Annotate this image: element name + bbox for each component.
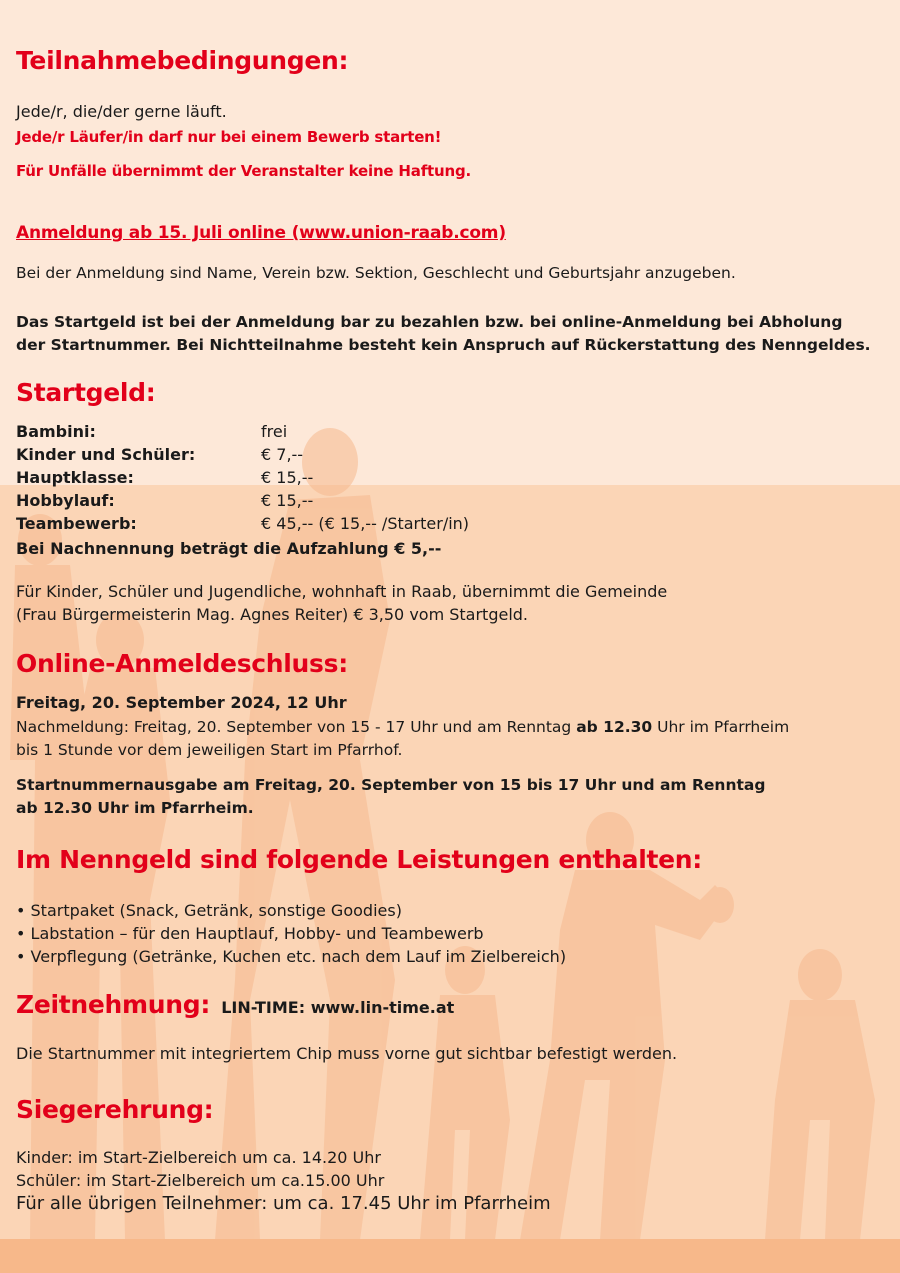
registration-info: Bei der Anmeldung sind Name, Verein bzw. Sektion, Geschlecht und Geburtsjahr anzugeben. bbox=[16, 264, 736, 282]
conditions-line-one-race: Jede/r Läufer/in darf nur bei einem Bewerb starten! bbox=[16, 128, 442, 146]
fee-label: Kinder und Schüler: bbox=[16, 445, 196, 464]
conditions-line-everyone: Jede/r, die/der gerne läuft. bbox=[16, 102, 227, 121]
fee-value: € 15,-- bbox=[261, 491, 314, 510]
fee-value: € 7,-- bbox=[261, 445, 304, 464]
late-registration-text-a: Nachmeldung: Freitag, 20. September von 15 - 17 Uhr und am Renntag bbox=[16, 718, 577, 736]
awards-line-children: Kinder: im Start-Zielbereich um ca. 14.20 Uhr bbox=[16, 1148, 381, 1167]
service-item: • Labstation – für den Hauptlauf, Hobby- und Teambewerb bbox=[16, 924, 484, 943]
registration-payment-line1: Das Startgeld ist bei der Anmeldung bar zu bezahlen bzw. bei online-Anmeldung bei Abholung bbox=[16, 313, 843, 331]
late-fee: Bei Nachnennung beträgt die Aufzahlung € 5,-- bbox=[16, 539, 442, 558]
late-registration-line1 bbox=[16, 716, 789, 738]
service-item: • Verpflegung (Getränke, Kuchen etc. nach dem Lauf im Zielbereich) bbox=[16, 947, 567, 966]
services-heading: Im Nenngeld sind folgende Leistungen enthalten: bbox=[16, 845, 702, 874]
fee-value: € 15,-- bbox=[261, 468, 314, 487]
late-registration-text-c: Uhr im Pfarrheim bbox=[652, 718, 790, 736]
late-registration-line2: bis 1 Stunde vor dem jeweiligen Start im Pfarrhof. bbox=[16, 741, 403, 759]
fee-value: € 45,-- (€ 15,-- /Starter/in) bbox=[261, 514, 470, 533]
registration-payment-line2: der Startnummer. Bei Nichtteilnahme besteht kein Anspruch auf Rückerstattung des Nenngeldes. bbox=[16, 336, 871, 354]
fee-label: Bambini: bbox=[16, 422, 96, 441]
bib-pickup-line1: Startnummernausgabe am Freitag, 20. September von 15 bis 17 Uhr und am Renntag bbox=[16, 776, 766, 794]
fee-label: Teambewerb: bbox=[16, 514, 137, 533]
timing-note: Die Startnummer mit integriertem Chip muss vorne gut sichtbar befestigt werden. bbox=[16, 1044, 678, 1063]
subsidy-line2: (Frau Bürgermeisterin Mag. Agnes Reiter) € 3,50 vom Startgeld. bbox=[16, 605, 529, 624]
awards-heading: Siegerehrung: bbox=[16, 1095, 214, 1124]
fee-label: Hauptklasse: bbox=[16, 468, 134, 487]
registration-link[interactable]: Anmeldung ab 15. Juli online (www.union-raab.com) bbox=[16, 223, 506, 243]
conditions-line-liability: Für Unfälle übernimmt der Veranstalter keine Haftung. bbox=[16, 162, 471, 180]
awards-line-pupils: Schüler: im Start-Zielbereich um ca.15.00 Uhr bbox=[16, 1171, 385, 1190]
late-registration-time: ab 12.30 bbox=[576, 718, 653, 736]
subsidy-line1: Für Kinder, Schüler und Jugendliche, wohnhaft in Raab, übernimmt die Gemeinde bbox=[16, 582, 668, 601]
deadline-heading: Online-Anmeldeschluss: bbox=[16, 649, 348, 678]
timing-provider: LIN-TIME: www.lin-time.at bbox=[221, 998, 455, 1017]
timing-heading-row bbox=[16, 990, 454, 1019]
timing-heading: Zeitnehmung: bbox=[16, 990, 211, 1019]
fees-heading: Startgeld: bbox=[16, 378, 156, 407]
bib-pickup-line2: ab 12.30 Uhr im Pfarrheim. bbox=[16, 799, 254, 817]
deadline-date: Freitag, 20. September 2024, 12 Uhr bbox=[16, 693, 347, 712]
footer-band bbox=[0, 1239, 900, 1273]
fee-value: frei bbox=[261, 422, 288, 441]
service-item: • Startpaket (Snack, Getränk, sonstige Goodies) bbox=[16, 901, 402, 920]
awards-line-others: Für alle übrigen Teilnehmer: um ca. 17.45 Uhr im Pfarrheim bbox=[16, 1193, 551, 1214]
conditions-heading: Teilnahmebedingungen: bbox=[16, 46, 349, 75]
fee-label: Hobbylauf: bbox=[16, 491, 115, 510]
